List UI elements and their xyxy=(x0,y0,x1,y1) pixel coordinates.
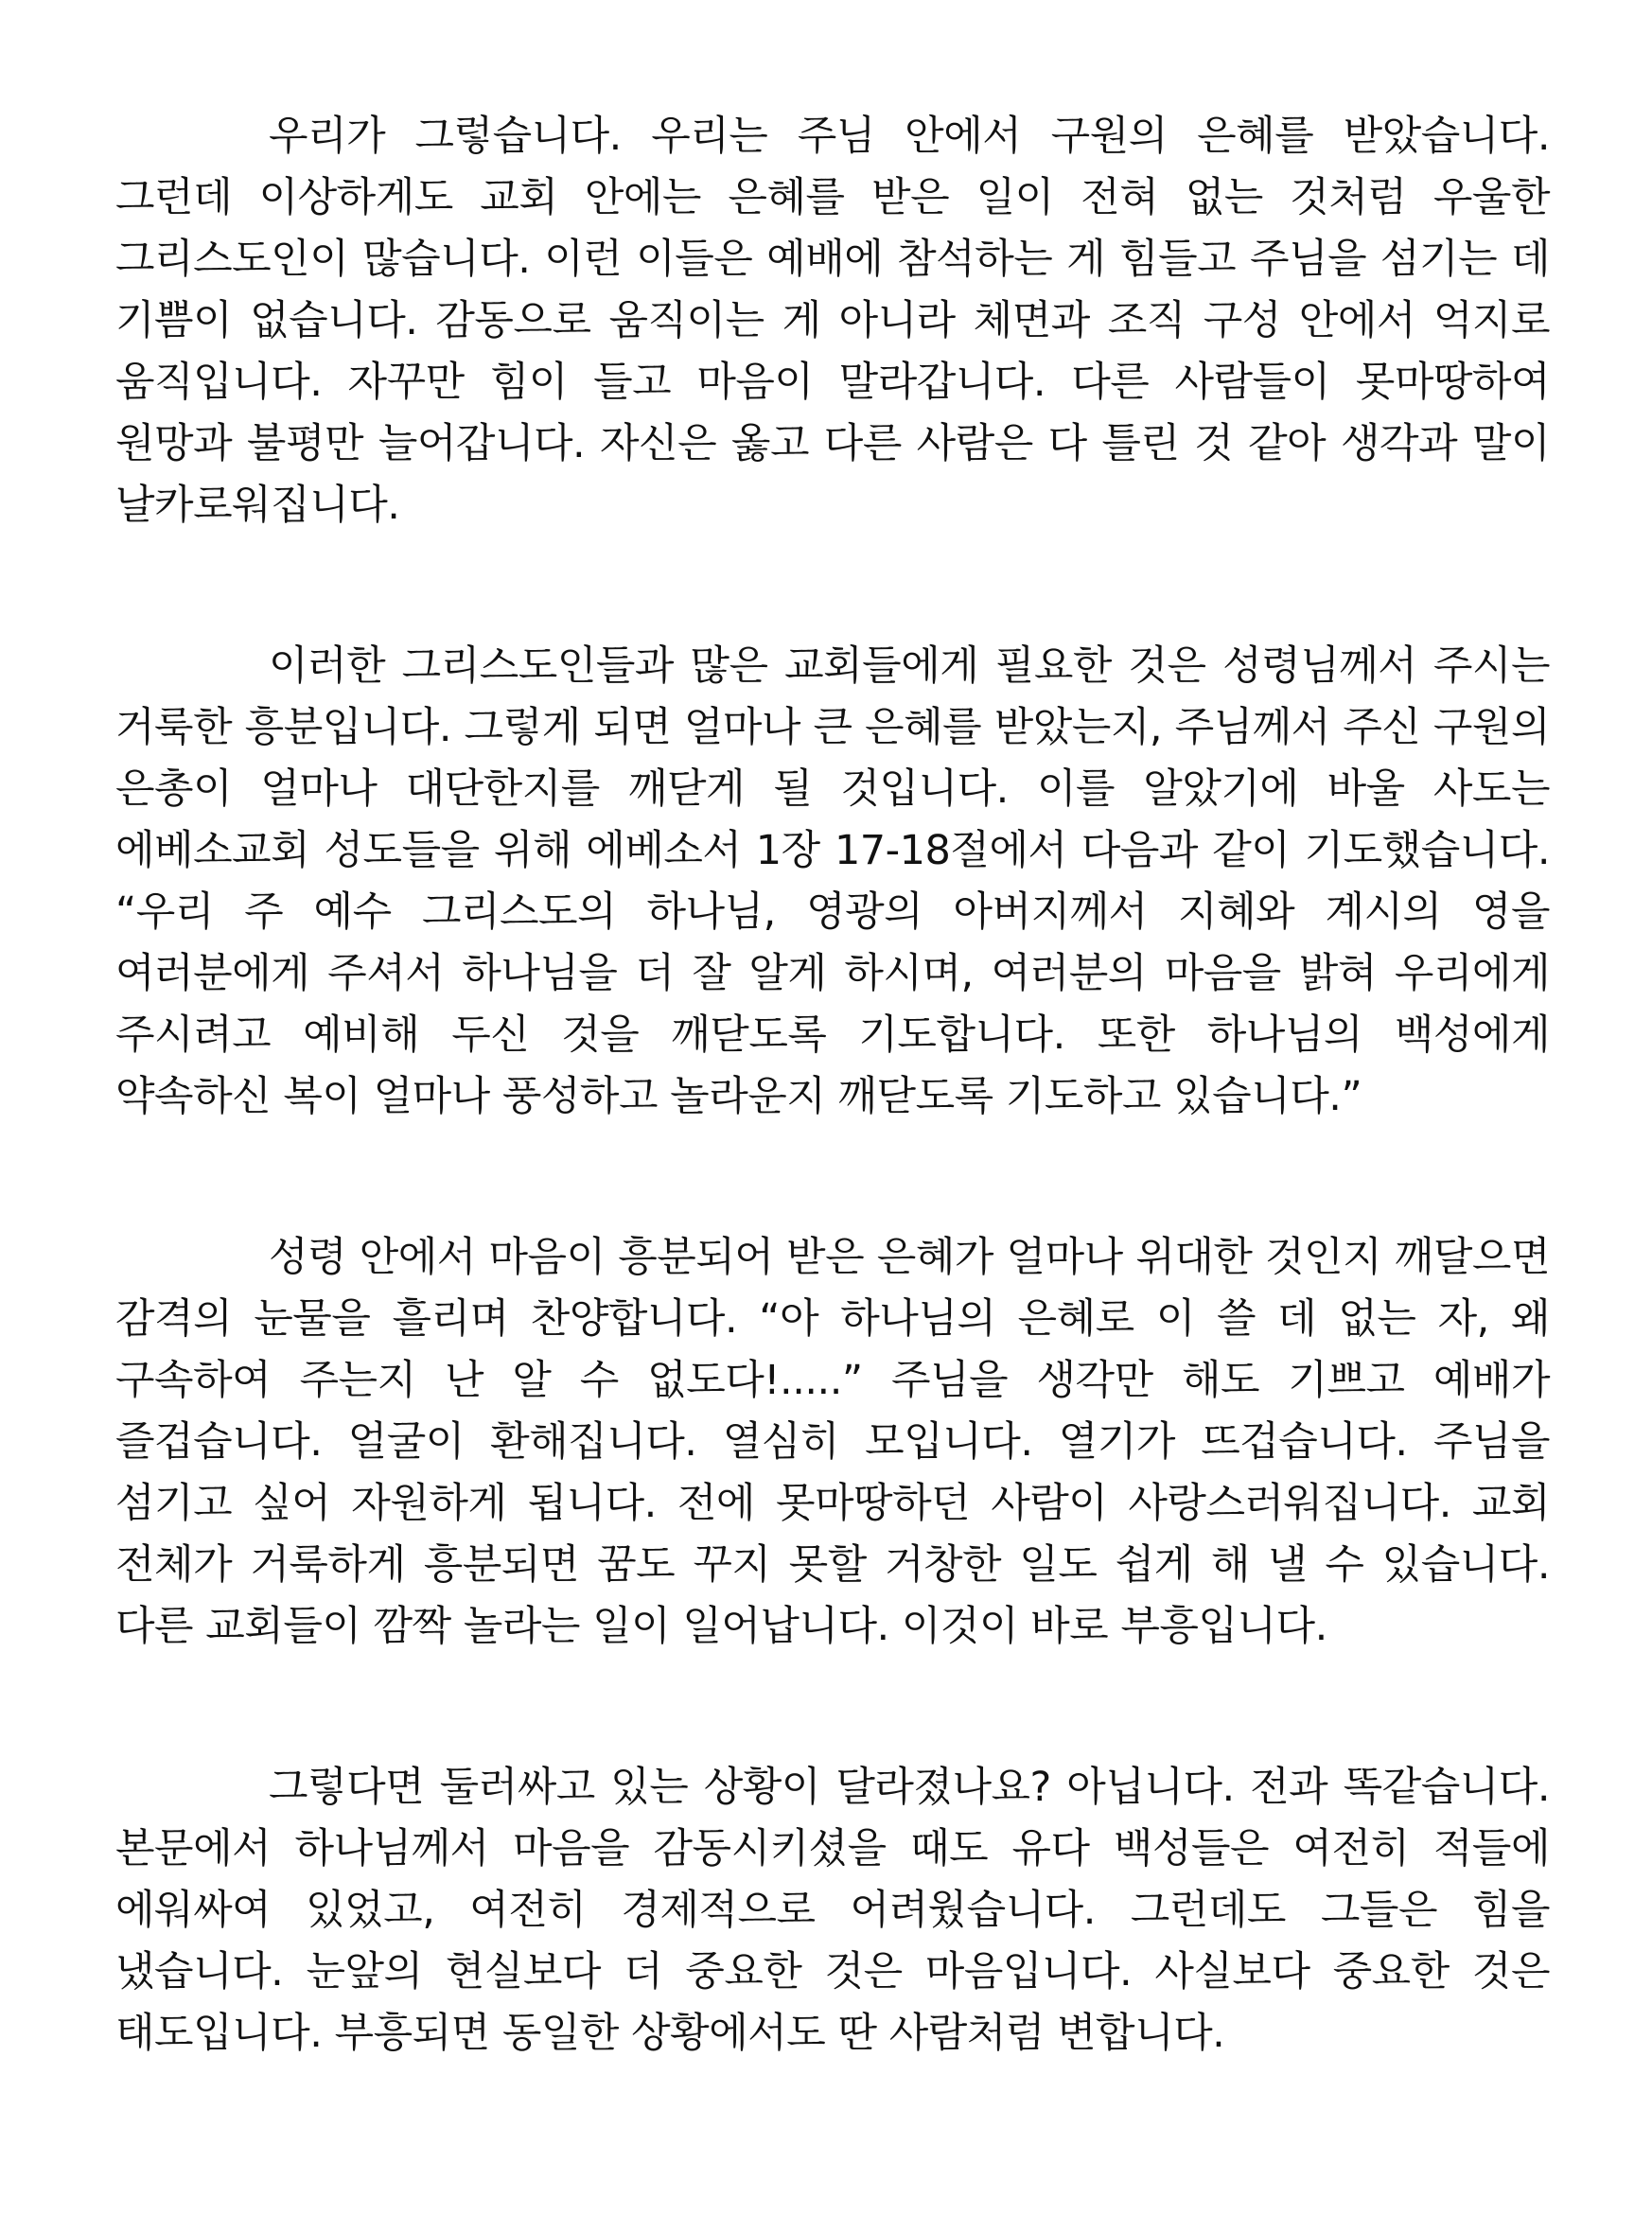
paragraph-3: 성령 안에서 마음이 흥분되어 받은 은혜가 얼마나 위대한 것인지 깨달으면 감격의 눈물을 흘리며 찬양합니다. “아 하나님의 은혜로 이 쓸 데 없는 자, 왜 구속하여 주는지 난 알 수 없도다!.....” 주님을 생각만 해도 기쁘고 예배가 즐겁습니다. 얼굴이 환해집니다. 열심히 모입니다. 열기가 뜨겁습니다. 주님을 섬기고 싶어 자원하게 됩니다. 전에 못마땅하던 사람이 사랑스러워집니다. 교회 전체가 거룩하게 흥분되면 꿈도 꾸지 못할 거창한 일도 쉽게 해 낼 수 있습니다. 다른 교회들이 깜짝 놀라는 일이 일어납니다. 이것이 바로 부흥입니다. xyxy=(115,1234,1550,1650)
paragraph-1: 우리가 그렇습니다. 우리는 주님 안에서 구원의 은혜를 받았습니다. 그런데 이상하게도 교회 안에는 은혜를 받은 일이 전혀 없는 것처럼 우울한 그리스도인이 많습니다. 이런 이들은 예배에 참석하는 게 힘들고 주님을 섬기는 데 기쁨이 없습니다. 감동으로 움직이는 게 아니라 체면과 조직 구성 안에서 억지로 움직입니다. 자꾸만 힘이 들고 마음이 말라갑니다. 다른 사람들이 못마땅하여 원망과 불평만 늘어갑니다. 자신은 옳고 다른 사람은 다 틀린 것 같아 생각과 말이 날카로워집니다. xyxy=(115,113,1550,529)
paragraph-4: 그렇다면 둘러싸고 있는 상황이 달라졌나요? 아닙니다. 전과 똑같습니다. 본문에서 하나님께서 마음을 감동시키셨을 때도 유다 백성들은 여전히 적들에 에워싸여 있었고, 여전히 경제적으로 어려웠습니다. 그런데도 그들은 힘을 냈습니다. 눈앞의 현실보다 더 중요한 것은 마음입니다. 사실보다 중요한 것은 태도입니다. 부흥되면 동일한 상황에서도 딴 사람처럼 변합니다. xyxy=(115,1764,1550,2057)
document-page xyxy=(115,106,1550,2065)
paragraph-2: 이러한 그리스도인들과 많은 교회들에게 필요한 것은 성령님께서 주시는 거룩한 흥분입니다. 그렇게 되면 얼마나 큰 은혜를 받았는지, 주님께서 주신 구원의 은총이 얼마나 대단한지를 깨닫게 될 것입니다. 이를 알았기에 바울 사도는 에베소교회 성도들을 위해 에베소서 1장 17-18절에서 다음과 같이 기도했습니다. “우리 주 예수 그리스도의 하나님, 영광의 아버지께서 지혜와 계시의 영을 여러분에게 주셔서 하나님을 더 잘 알게 하시며, 여러분의 마음을 밝혀 우리에게 주시려고 예비해 두신 것을 깨닫도록 기도합니다. 또한 하나님의 백성에게 약속하신 복이 얼마나 풍성하고 놀라운지 깨닫도록 기도하고 있습니다.” xyxy=(115,642,1550,1120)
